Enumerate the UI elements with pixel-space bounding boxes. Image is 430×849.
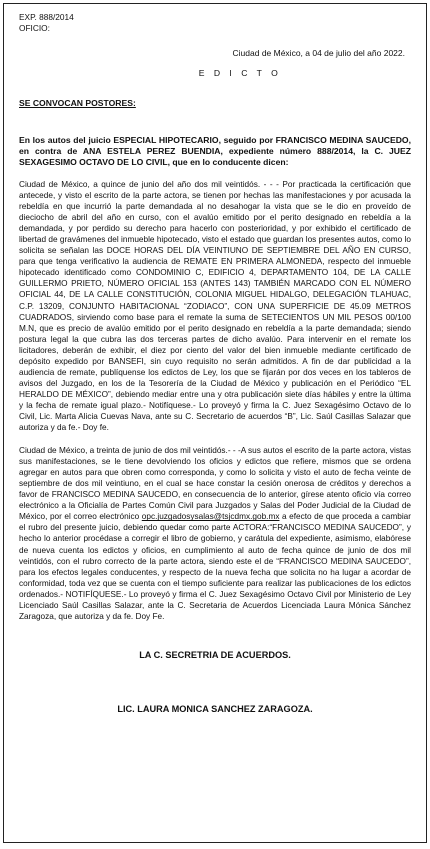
oficio-label: OFICIO: bbox=[19, 23, 50, 33]
document-title: E D I C T O bbox=[198, 68, 282, 78]
intro-paragraph: En los autos del juicio ESPECIAL HIPOTECARIO, seguido por FRANCISCO MEDINA SAUCEDO, en contra de ANA ESTELA PEREZ BUENDIA, expediente número 888/2014, la C. JUEZ SEXAGESIMO OCTAVO DE LO CIVIL, que en lo conducente dicen: bbox=[19, 135, 411, 167]
paragraph-first-order: Ciudad de México, a quince de junio del año dos mil veintidós. - - - Por practicada la certificación que antecede, y visto el escrito de la parte actora, se tienen por hechas las manifestaciones y por acusada la rebeldía en que incurrió la parte demandada al no desahogar la vista que se le dio en proveído de dieciocho de abril del año en curso, con el avalúo emitido por el perito designado en rebeldía a la demandada, y por perdido su derecho para hacerlo con posterioridad, y por exhibido el certificado de libertad de gravámenes del inmueble hipotecado, visto el estado que guardan los presentes autos, como lo solicita se señalan las DOCE HORAS DEL DÍA VEINTIUNO DE SEPTIEMBRE DEL AÑO EN CURSO, para que tenga verificativo la audiencia de REMATE EN PRIMERA ALMONEDA, respecto del inmueble hipotecado identificado como CONDOMINIO C, EDIFICIO 4, DEPARTAMENTO 104, DE LA CALLE GUILLERMO PRIETO, NÚMERO OFICIAL 153 (ANTES 143) TAMBIÉN MARCADO CON EL NÚMERO OFICIAL 44, DE LA CALLE CONSTITUCIÓN, COLONIA MIGUEL HIDALGO, DELEGACIÓN TLAHUAC, C.P. 13209, CONJUNTO HABITACIONAL “ZODIACO”, CON UNA SUPERFICIE DE 45.09 METROS CUADRADOS, sirviendo como base para el remate la suma de SETECIENTOS UN MIL PESOS 00/100 M.N, que es precio de avalúo emitido por el perito designado en rebeldía a la parte demandada; siendo postura legal la que cubra las dos terceras partes de dicho avalúo. Para intervenir en el remate los licitadores, deberán de exhibir, el diez por ciento del valor del bien inmueble mediante certificado de depósito expedido por BANSEFI, sin cuyo requisito no serán admitidos. A fin de dar publicidad a la audiencia de remate, publíquense los edictos de Ley, los que se fijarán por dos veces en los tableros de avisos del Juzgado, en los de la Tesorería de la Ciudad de México y publicación en el Periódico “EL HERALDO DE MÉXICO”, debiendo mediar entre una y otra publicación siete días hábiles y entre la última y la fecha de remate igual plazo.- Notifíquese.- Lo proveyó y firma la C. Juez Sexagésimo Octavo de lo Civil, Lic. Marta Alicia Cuevas Nava, ante su C. Secretario de acuerdos “B”, Lic. Saúl Casillas Salazar que autoriza y da fe.- Doy fe. bbox=[19, 180, 411, 433]
edicto-document bbox=[3, 3, 427, 843]
city-date: Ciudad de México, a 04 de julio del año 2022. bbox=[232, 48, 405, 58]
signature-title: LA C. SECRETRIA DE ACUERDOS. bbox=[139, 649, 291, 660]
signature-name: LIC. LAURA MONICA SANCHEZ ZARAGOZA. bbox=[117, 703, 313, 714]
convocan-heading: SE CONVOCAN POSTORES: bbox=[19, 98, 136, 108]
paragraph-second-order-part-b: a efecto de que proceda a cambiar el rubro del presente juicio, debiendo quedar como parte ACTORA:“FRANCISCO MEDINA SAUCEDO”, y hecho lo anterior procédase a corregir el libro de gobierno, y carátula del expediente, asimismo, elabórese de nueva cuenta los edictos y oficios, en cumplimiento al auto de fecha quince de junio de dos mil veintidós, con el rubro correcto de la parte actora, siendo este el de “FRANCISCO MEDINA SAUCEDO”, para los efectos legales conducentes, y respecto de la nueva fecha que solicita no ha lugar a acordar de conformidad, toda vez que se cuenta con el tiempo suficiente para realizar las publicaciones de los edictos ordenados.- NOTIFÍQUESE.- Lo proveyó y firma el C. Juez Sexagésimo Octavo Civil por Ministerio de Ley Licenciado Saúl Casillas Salazar, ante la C. Secretaria de Acuerdos Licenciada Laura Mónica Sánchez Zaragoza, que autoriza y da fe. Doy Fe. bbox=[19, 512, 411, 621]
expediente-number: EXP. 888/2014 bbox=[19, 12, 74, 22]
paragraph-second-order-part-a: Ciudad de México, a treinta de junio de dos mil veintidós.- - -A sus autos el escrito de la parte actora, vistas sus manifestaciones, se le tiene devolviendo los oficios y edictos que refiere, mismos que se ordena agregar en autos para que obren como corresponda, y como lo solicita y visto el auto de fecha veinte de septiembre de dos mil veintiuno, en el cual se hace constar la cesión onerosa de créditos y derechos a favor de FRANCISCO MEDINA SAUCEDO, en consecuencia de lo anterior, gírese atento oficio vía correo electrónico a la Oficialía de Partes Común Civil para Juzgados y Salas del Poder Judicial de la Ciudad de México, por el correo electrónico bbox=[19, 446, 411, 522]
email-link[interactable]: opc.juzgadosysalas@tsjcdmx.gob.mx bbox=[141, 512, 280, 522]
paragraph-second-order bbox=[19, 445, 411, 622]
